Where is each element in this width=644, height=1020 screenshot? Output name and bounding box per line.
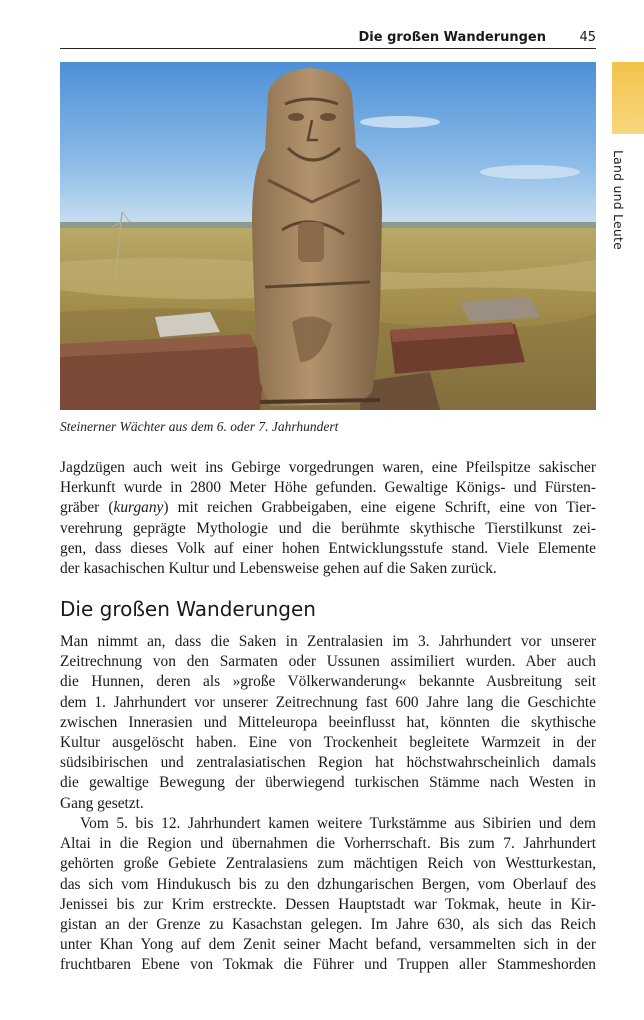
chapter-tab [612, 62, 644, 134]
text-line: Zeitrechnung von den Sarmaten oder Ussunen assimiliert wurden. Aber auch [60, 653, 596, 671]
text-line: Man nimmt an, dass die Saken in Zentralasien im 3. Jahrhundert vor unserer [60, 633, 596, 650]
running-title: Die großen Wanderungen [358, 30, 546, 45]
section-paragraph-1 [60, 632, 596, 814]
section-paragraph-2 [60, 814, 596, 976]
text-line: zwischen Innerasien und Mitteleuropa beeinflusst hat, könnten die skythische [60, 713, 596, 731]
page-number: 45 [579, 30, 596, 45]
text-line: gen, dass dieses Volk auf einer hohen Entwicklungsstufe stand. Viele Elemente [60, 539, 596, 557]
kurgany-term: kurgany [113, 499, 164, 517]
text-line [60, 498, 596, 518]
text-line: die gewaltige Bewegung der überwiegend turkischen Stämme nach Westen in [60, 774, 596, 792]
running-header [60, 28, 596, 49]
text-line: Herkunft wurde in 2800 Meter Höhe gefunden. Gewaltige Königs- und Fürsten- [60, 479, 596, 497]
text-line: fruchtbaren Ebene von Tokmak die Führer und Truppen aller Stammeshorden [60, 956, 596, 974]
chapter-tab-label: Land und Leute [611, 150, 626, 250]
text-line: gistan an der Grenze zu Kasachstan gelegen. Im Jahre 630, als sich das Reich [60, 916, 596, 934]
intro-paragraph [60, 458, 596, 579]
text-line: Gang gesetzt. [60, 794, 144, 812]
stone-statue-photo [60, 62, 596, 410]
text-line: die Hunnen, deren als »große Völkerwanderung« bekannte Ausbreitung seit [60, 673, 596, 691]
photo-caption: Steinerner Wächter aus dem 6. oder 7. Jahrhundert [60, 419, 339, 434]
text-line: Altai in die Region und übernahmen die Vorherrschaft. Bis zum 7. Jahrhundert [60, 835, 596, 853]
text-fragment: gräber ( [60, 499, 114, 517]
section-heading: Die großen Wanderungen [60, 597, 316, 621]
text-line: südsibirischen und zentralasiatischen Region hat höchstwahrscheinlich damals [60, 754, 596, 772]
text-line: gehörten große Gebiete Zentralasiens zum mächtigen Reich von Westturkestan, [60, 855, 596, 873]
text-line: Jagdzügen auch weit ins Gebirge vorgedrungen waren, eine Pfeilspitze sakischer [60, 459, 596, 476]
text-line: der kasachischen Kultur und Lebensweise gehen auf die Saken zurück. [60, 560, 497, 578]
text-line: unter Khan Yong auf dem Zenit seiner Macht befand, versammelten sich in der [60, 936, 596, 954]
text-line: Kultur ausgelöscht haben. Eine von Trockenheit begleitete Warmzeit in der [60, 734, 596, 752]
text-line: dem 1. Jahrhundert vor unserer Zeitrechnung fast 600 Jahre lang die Geschichte [60, 693, 596, 711]
text-line: verehrung geprägte Mythologie und die berühmte skythische Tierstilkunst zei- [60, 519, 596, 537]
text-line: das sich vom Hindukusch bis zu den dzhungarischen Bergen, vom Oberlauf des [60, 875, 596, 893]
text-fragment: ) mit reichen Grabbeigaben, eine eigene Schrift, eine von Tier- [163, 499, 596, 517]
text-line: Jenissei bis zur Krim erstreckte. Dessen Hauptstadt war Tokmak, heute in Kir- [60, 895, 596, 913]
text-line: Vom 5. bis 12. Jahrhundert kamen weitere Turkstämme aus Sibirien und dem [80, 815, 596, 832]
